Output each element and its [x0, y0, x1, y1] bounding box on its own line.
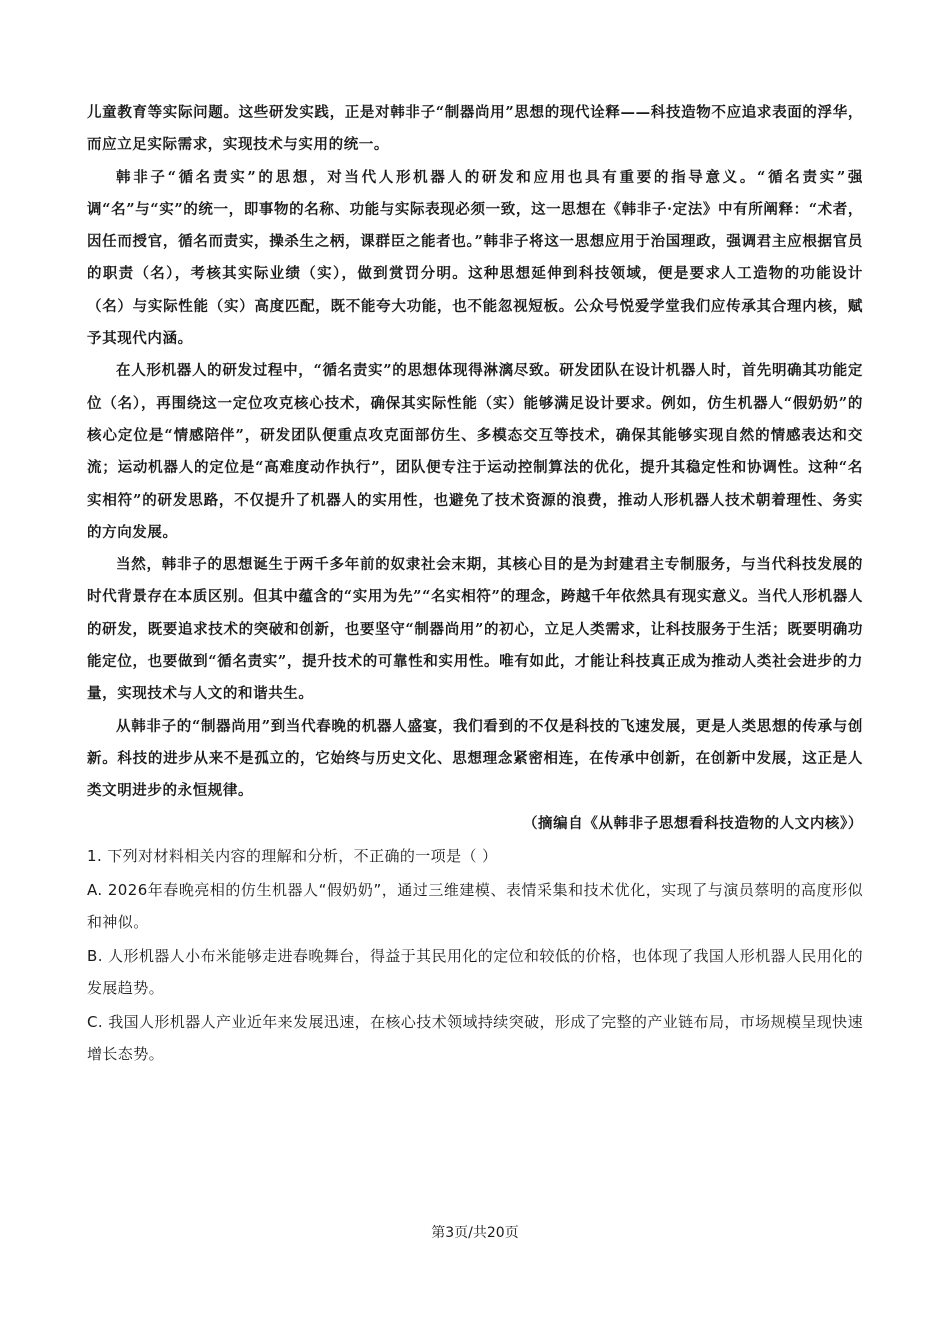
article-paragraph-2: 韩非子“循名责实”的思想，对当代人形机器人的研发和应用也具有重要的指导意义。“循名责实”强调“名”与“实”的统一，即事物的名称、功能与实际表现必须一致，这一思想在《韩非子·定法》中有所阐释：“术者，因任而授官，循名而责实，操杀生之柄，课群臣之能者也。”韩非子将这一思想应用于治国理政，强调君主应根据官员的职责（名），考核其实际业绩（实），做到赏罚分明。这种思想延伸到科技领域，便是要求人工造物的功能设计（名）与实际性能（实）高度匹配，既不能夸大功能，也不能忽视短板。公众号悦爱学堂我们应传承其合理内核，赋予其现代内涵。	[87, 168, 863, 348]
question-option-b: B. 人形机器人小布米能够走进春晚舞台，得益于其民用化的定位和较低的价格，也体现了我国人形机器人民用化的发展趋势。	[87, 946, 863, 997]
article-paragraph-1: 儿童教育等实际问题。这些研发实践，正是对韩非子“制器尚用”思想的现代诠释——科技造物不应追求表面的浮华，而应立足实际需求，实现技术与实用的统一。	[87, 104, 863, 154]
page-content	[87, 97, 863, 1070]
article-source: （摘编自《从韩非子思想看科技造物的人文内核》）	[522, 814, 863, 832]
question-option-c: C. 我国人形机器人产业近年来发展迅速，在核心技术领域持续突破，形成了完整的产业链布局，市场规模呈现快速增长态势。	[87, 1012, 863, 1063]
article-paragraph-3: 在人形机器人的研发过程中，“循名责实”的思想体现得淋漓尽致。研发团队在设计机器人时，首先明确其功能定位（名），再围绕这一定位攻克核心技术，确保其实际性能（实）能够满足设计要求。例如，仿生机器人“假奶奶”的核心定位是“情感陪伴”，研发团队便重点攻克面部仿生、多模态交互等技术，确保其能够实现自然的情感表达和交流；运动机器人的定位是“高难度动作执行”，团队便专注于运动控制算法的优化，提升其稳定性和协调性。这种“名实相符”的研发思路，不仅提升了机器人的实用性，也避免了技术资源的浪费，推动人形机器人技术朝着理性、务实的方向发展。	[87, 362, 863, 541]
article-paragraph-4: 当然，韩非子的思想诞生于两千多年前的奴隶社会末期，其核心目的是为封建君主专制服务，与当代科技发展的时代背景存在本质区别。但其中蕴含的“实用为先”“名实相符”的理念，跨越千年依然具有现实意义。当代人形机器人的研发，既要追求技术的突破和创新，也要坚守“制器尚用”的初心，立足人类需求，让科技服务于生活；既要明确功能定位，也要做到“循名责实”，提升技术的可靠性和实用性。唯有如此，才能让科技真正成为推动人类社会进步的力量，实现技术与人文的和谐共生。	[87, 556, 863, 703]
page-number: 第3页/共20页	[431, 1225, 519, 1241]
question-option-a: A. 2026年春晚亮相的仿生机器人“假奶奶”，通过三维建模、表情采集和技术优化，实现了与演员蔡明的高度形似和神似。	[87, 880, 863, 931]
question-stem: 1. 下列对材料相关内容的理解和分析，不正确的一项是（ ）	[87, 846, 498, 865]
article-paragraph-5: 从韩非子的“制器尚用”到当代春晚的机器人盛宴，我们看到的不仅是科技的飞速发展，更是人类思想的传承与创新。科技的进步从来不是孤立的，它始终与历史文化、思想理念紧密相连，在传承中创新，在创新中发展，这正是人类文明进步的永恒规律。	[87, 717, 863, 800]
